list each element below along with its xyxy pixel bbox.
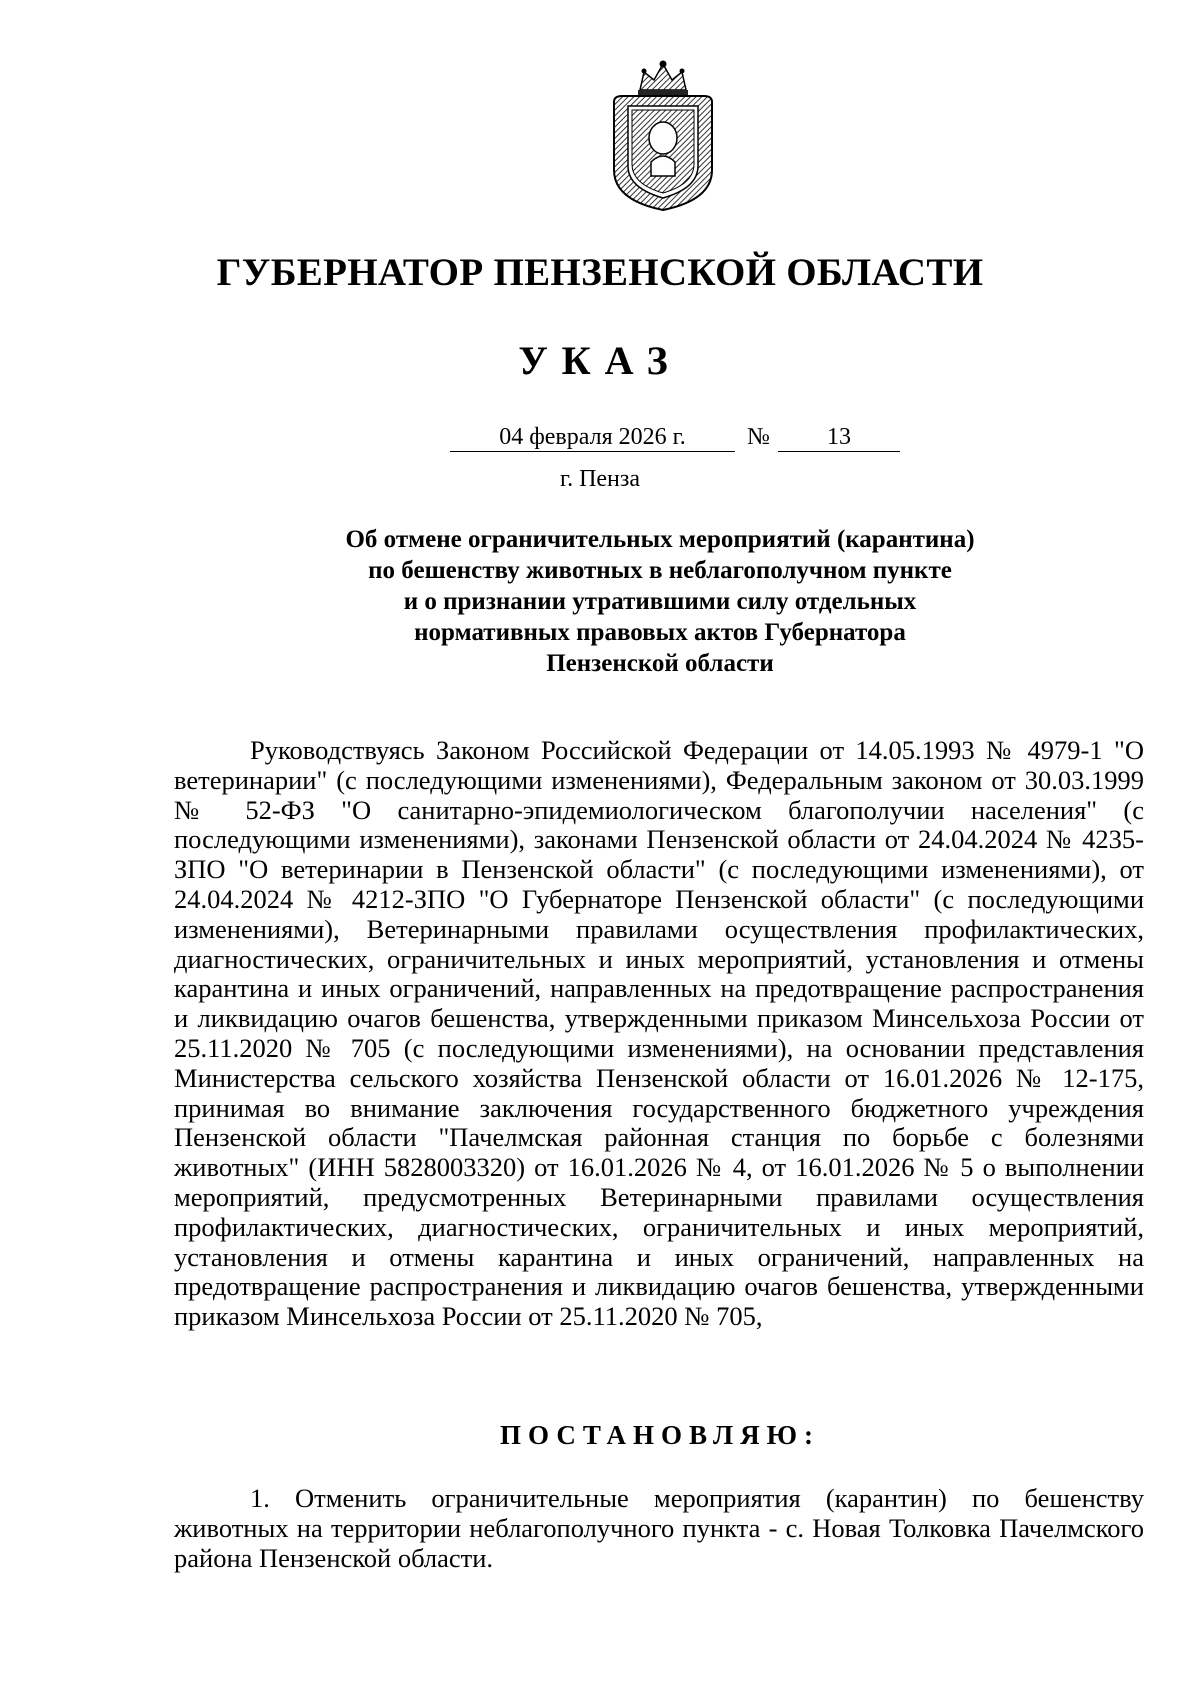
document-type: УКАЗ <box>518 338 682 383</box>
coat-of-arms-icon <box>604 58 722 214</box>
document-title <box>300 524 1020 679</box>
document-number: 13 <box>778 423 900 452</box>
title-line: Пензенской области <box>546 650 774 677</box>
item-paragraph-1: 1. Отменить ограничительные мероприятия (карантин) по бешенству животных на территории неблагополучного пункта - с. Новая Толковка Пачелмского района Пензенской области. <box>174 1483 1144 1573</box>
issuer-heading: ГУБЕРНАТОР ПЕНЗЕНСКОЙ ОБЛАСТИ <box>216 251 984 294</box>
resolution-heading: ПОСТАНОВЛЯЮ: <box>500 1420 820 1450</box>
title-line: и о признании утратившими силу отдельных <box>403 588 917 615</box>
title-line: нормативных правовых актов Губернатора <box>414 619 906 646</box>
title-line: Об отмене ограничительных мероприятий (карантина) <box>345 526 975 553</box>
city: г. Пенза <box>559 466 641 492</box>
title-line: по бешенству животных в неблагополучном пункте <box>368 557 952 584</box>
document-date: 04 февраля 2026 г. <box>450 423 735 452</box>
date-number-line <box>450 423 900 453</box>
number-sign: № <box>747 424 770 450</box>
preamble-paragraph: Руководствуясь Законом Российской Федерации от 14.05.1993 № 4979-1 "О ветеринарии" (с последующими изменениями), Федеральным законом от 30.03.1999 № 52-ФЗ "О санитарно-эпидемиологическом благополучии населения" (с последующими изменениями), законами Пензенской области от 24.04.2024 № 4235-ЗПО "О ветеринарии в Пензенской области" (с последующими изменениями), от 24.04.2024 № 4212-ЗПО "О Губернаторе Пензенской области" (с последующими изменениями), Ветеринарными правилами осуществления профилактических, диагностических, ограничительных и иных мероприятий, установления и отмены карантина и иных ограничений, направленных на предотвращение распространения и ликвидацию очагов бешенства, утвержденными приказом Минсельхоза России от 25.11.2020 № 705 (с последующими изменениями), на основании представления Министерства сельского хозяйства Пензенской области от 16.01.2026 № 12-175, принимая во внимание заключения государственного бюджетного учреждения Пензенской области "Пачелмская районная станция по борьбе с болезнями животных" (ИНН 5828003320) от 16.01.2026 № 4, от 16.01.2026 № 5 о выполнении мероприятий, предусмотренных Ветеринарными правилами осуществления профилактических, диагностических, ограничительных и иных мероприятий, установления и отмены карантина и иных ограничений, направленных на предотвращение распространения и ликвидацию очагов бешенства, утвержденными приказом Минсельхоза России от 25.11.2020 № 705, <box>174 735 1144 1332</box>
